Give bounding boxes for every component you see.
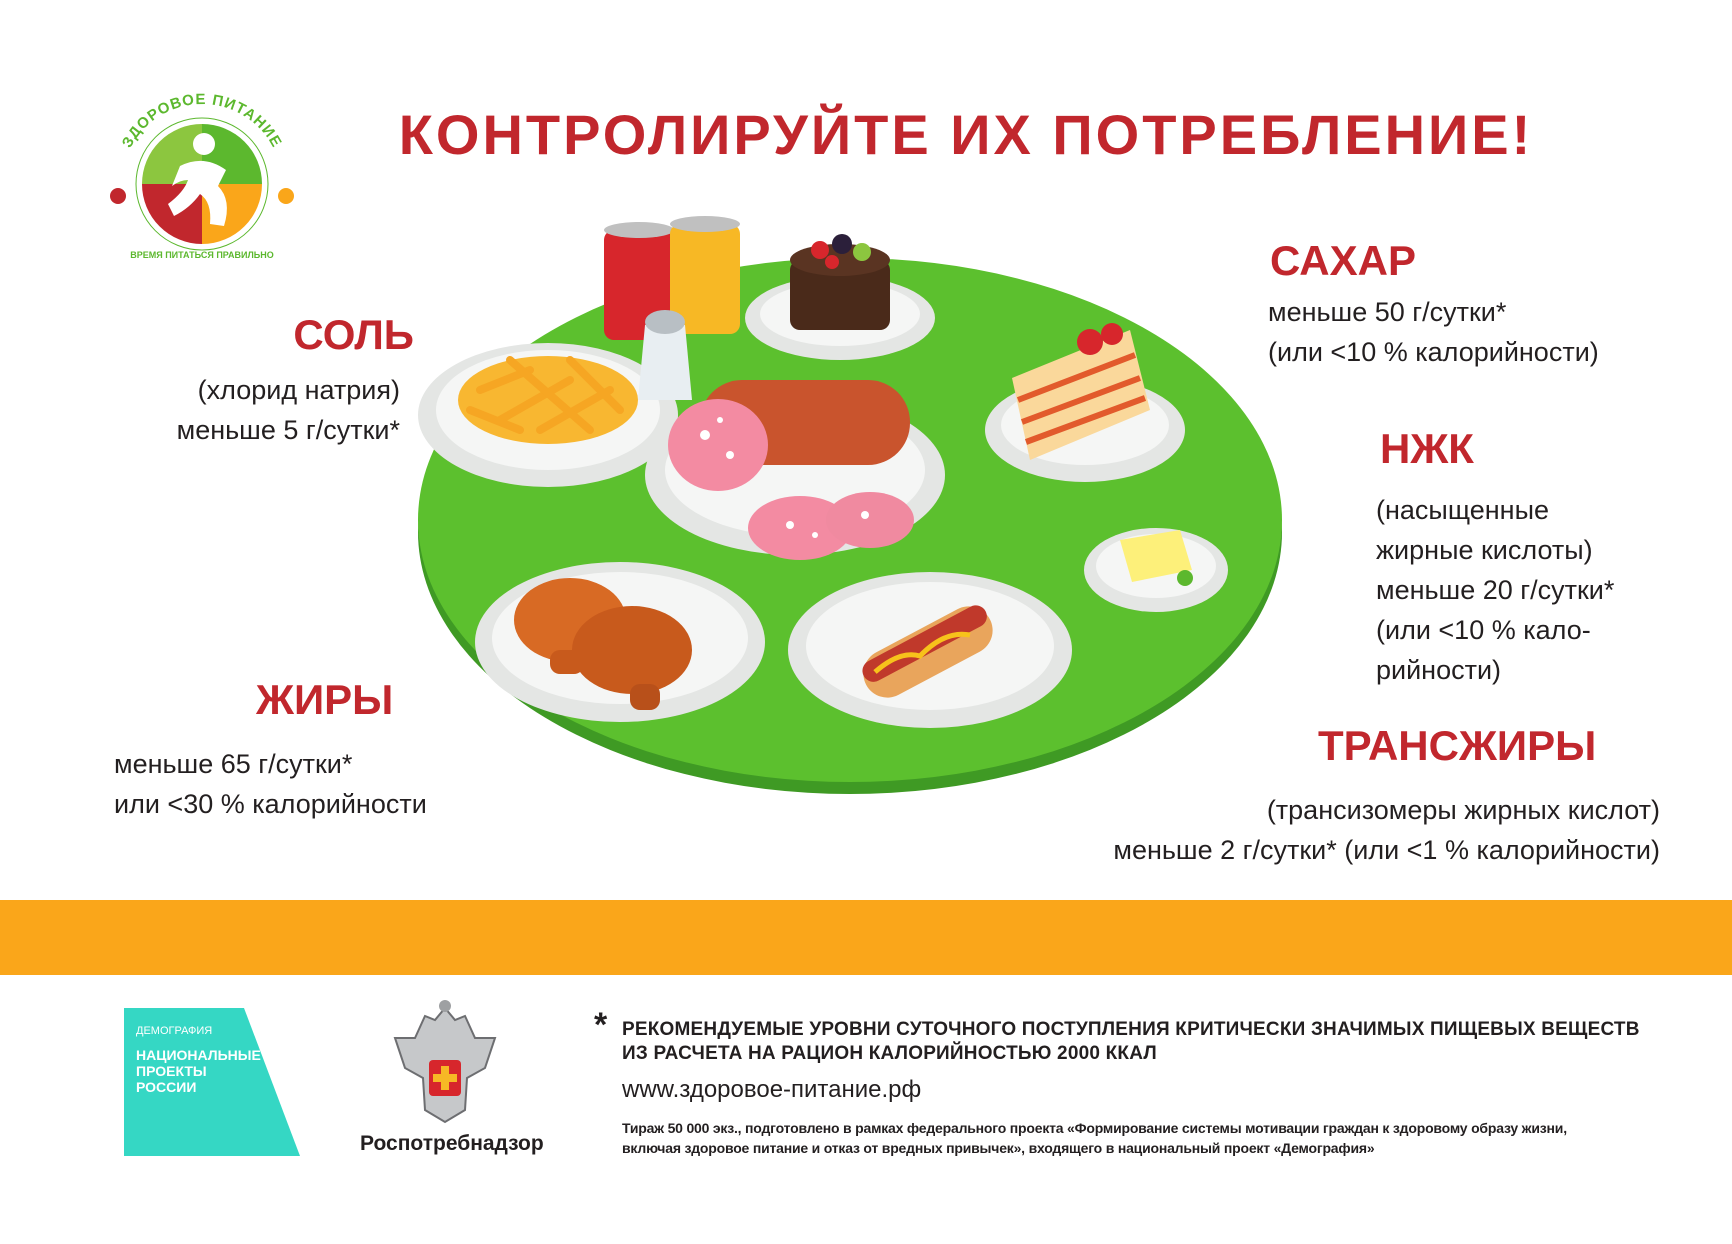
sfa-line: (насыщенные — [1376, 495, 1549, 525]
natproj-line: ПРОЕКТЫ — [136, 1063, 207, 1079]
orange-divider-stripe — [0, 900, 1732, 975]
sfa-details — [1376, 490, 1614, 690]
sugar-details — [1268, 292, 1599, 372]
sfa-line: (или <10 % кало- — [1376, 615, 1591, 645]
national-projects-logo — [124, 1008, 300, 1156]
sfa-line: рийности) — [1376, 655, 1502, 685]
salt-line: (хлорид натрия) — [197, 375, 400, 405]
orange-icon — [278, 188, 294, 204]
apple-icon — [110, 188, 126, 204]
trans-line: меньше 2 г/сутки* (или <1 % калорийности) — [1113, 835, 1660, 865]
logo-arc-text: ЗДОРОВОЕ ПИТАНИЕ — [118, 90, 286, 151]
print-line: Тираж 50 000 экз., подготовлено в рамках федерального проекта «Формирование системы мотивации граждан к здоровому образу жизни, — [622, 1120, 1567, 1136]
print-line: включая здоровое питание и отказ от вредных привычек», входящего в национальный проект «Демография» — [622, 1140, 1375, 1156]
fries-plate-icon — [418, 343, 678, 487]
natproj-line: РОССИИ — [136, 1079, 197, 1095]
footnote-line: РЕКОМЕНДУЕМЫЕ УРОВНИ СУТОЧНОГО ПОСТУПЛЕНИЯ КРИТИЧЕСКИ ЗНАЧИМЫХ ПИЩЕВЫХ ВЕЩЕСТВ — [622, 1019, 1640, 1040]
salt-heading: СОЛЬ — [293, 311, 414, 358]
sugar-line: (или <10 % калорийности) — [1268, 337, 1599, 367]
fried-chicken-icon — [475, 562, 765, 722]
natproj-top: ДЕМОГРАФИЯ — [136, 1025, 213, 1037]
fats-details — [114, 744, 427, 824]
salt-line: меньше 5 г/сутки* — [176, 415, 400, 445]
logo-bottom-text: ВРЕМЯ ПИТАТЬСЯ ПРАВИЛЬНО — [130, 250, 274, 260]
hot-dog-icon — [788, 572, 1072, 728]
page-title: КОНТРОЛИРУЙТЕ ИХ ПОТРЕБЛЕНИЕ! — [398, 103, 1534, 166]
trans-line: (трансизомеры жирных кислот) — [1266, 795, 1660, 825]
footnote-line: ИЗ РАСЧЕТА НА РАЦИОН КАЛОРИЙНОСТЬЮ 2000 ККАЛ — [622, 1043, 1157, 1064]
trans-details — [960, 790, 1660, 870]
fats-line: или <30 % калорийности — [114, 789, 427, 819]
salt-details — [100, 370, 400, 450]
agency-name: Роспотребнадзор — [360, 1132, 544, 1155]
sugar-heading: САХАР — [1270, 237, 1416, 284]
footnote-text — [622, 1018, 1640, 1066]
print-run-text — [622, 1118, 1567, 1158]
fats-line: меньше 65 г/сутки* — [114, 749, 353, 779]
butter-icon — [1084, 528, 1228, 612]
natproj-line: НАЦИОНАЛЬНЫЕ — [136, 1047, 261, 1063]
sfa-line: жирные кислоты) — [1376, 535, 1593, 565]
sfa-heading: НЖК — [1380, 425, 1474, 472]
fats-heading: ЖИРЫ — [256, 676, 394, 723]
trans-heading: ТРАНСЖИРЫ — [1318, 722, 1597, 769]
sugar-line: меньше 50 г/сутки* — [1268, 297, 1507, 327]
website-link[interactable]: www.здоровое-питание.рф — [622, 1076, 922, 1103]
cake-icon — [745, 234, 935, 360]
salt-shaker-icon — [638, 310, 692, 400]
sfa-line: меньше 20 г/сутки* — [1376, 575, 1615, 605]
footnote-star: * — [594, 1006, 608, 1044]
rospotrebnadzor-emblem-icon — [385, 998, 505, 1126]
food-plate-illustration — [370, 210, 1330, 800]
